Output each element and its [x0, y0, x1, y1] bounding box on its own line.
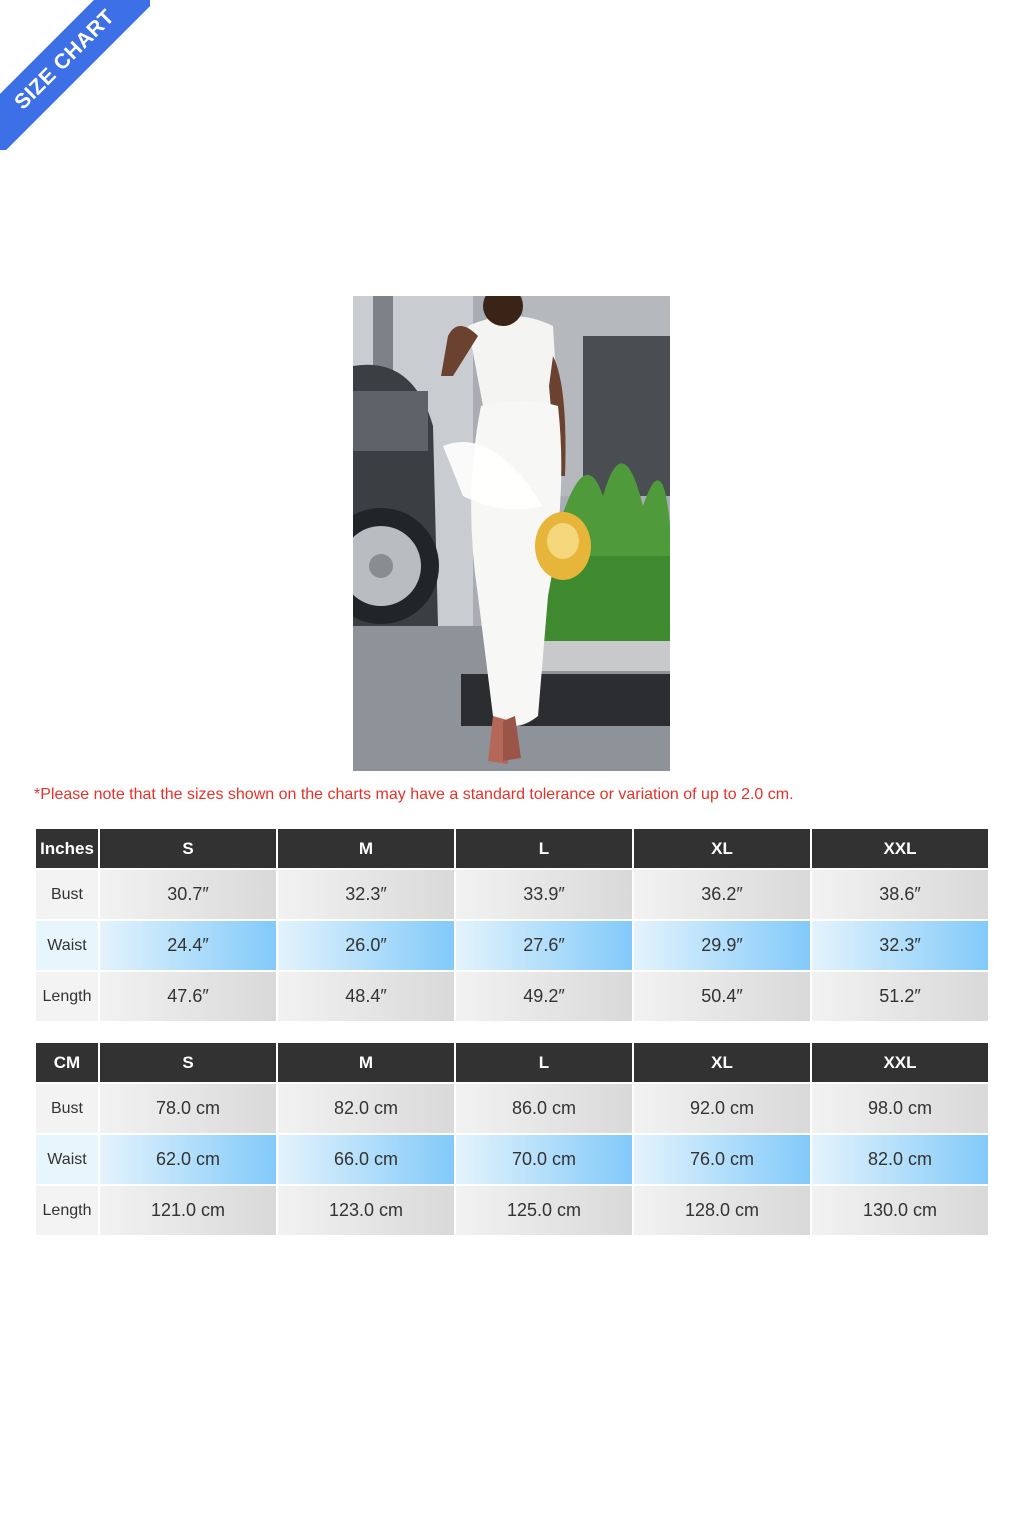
table-cell: 62.0 cm — [100, 1135, 276, 1184]
table-cell: 125.0 cm — [456, 1186, 632, 1235]
table-cell: 32.3″ — [278, 870, 454, 919]
table-cell: 130.0 cm — [812, 1186, 988, 1235]
size-header-m: M — [278, 1043, 454, 1082]
size-header-s: S — [100, 1043, 276, 1082]
cm-header-row — [36, 1043, 988, 1082]
table-cell: 92.0 cm — [634, 1084, 810, 1133]
size-header-l: L — [456, 1043, 632, 1082]
table-cell: 30.7″ — [100, 870, 276, 919]
size-chart-badge — [0, 0, 150, 150]
row-label: Bust — [36, 870, 98, 919]
table-cell: 82.0 cm — [278, 1084, 454, 1133]
table-cell: 78.0 cm — [100, 1084, 276, 1133]
row-label: Waist — [36, 1135, 98, 1184]
table-row — [36, 1135, 988, 1184]
size-header-xl: XL — [634, 1043, 810, 1082]
table-cell: 33.9″ — [456, 870, 632, 919]
table-row — [36, 921, 988, 970]
table-cell: 49.2″ — [456, 972, 632, 1021]
row-label: Bust — [36, 1084, 98, 1133]
table-cell: 66.0 cm — [278, 1135, 454, 1184]
product-photo — [353, 296, 670, 771]
tolerance-note: *Please note that the sizes shown on the charts may have a standard tolerance or variation of up to 2.0 cm. — [34, 786, 794, 803]
table-cell: 27.6″ — [456, 921, 632, 970]
table-cell: 36.2″ — [634, 870, 810, 919]
table-row — [36, 1084, 988, 1133]
table-cell: 121.0 cm — [100, 1186, 276, 1235]
table-cell: 32.3″ — [812, 921, 988, 970]
table-cell: 51.2″ — [812, 972, 988, 1021]
size-header-s: S — [100, 829, 276, 868]
table-cell: 47.6″ — [100, 972, 276, 1021]
table-row — [36, 972, 988, 1021]
table-row — [36, 1186, 988, 1235]
size-header-m: M — [278, 829, 454, 868]
table-cell: 26.0″ — [278, 921, 454, 970]
row-label: Length — [36, 972, 98, 1021]
inches-header-row — [36, 829, 988, 868]
row-label: Waist — [36, 921, 98, 970]
size-header-xxl: XXL — [812, 1043, 988, 1082]
table-cell: 29.9″ — [634, 921, 810, 970]
size-header-xxl: XXL — [812, 829, 988, 868]
inches-size-table — [34, 827, 990, 1023]
size-header-l: L — [456, 829, 632, 868]
table-cell: 82.0 cm — [812, 1135, 988, 1184]
table-cell: 24.4″ — [100, 921, 276, 970]
row-label: Length — [36, 1186, 98, 1235]
table-cell: 50.4″ — [634, 972, 810, 1021]
table-cell: 48.4″ — [278, 972, 454, 1021]
table-cell: 38.6″ — [812, 870, 988, 919]
size-header-xl: XL — [634, 829, 810, 868]
table-cell: 123.0 cm — [278, 1186, 454, 1235]
table-cell: 70.0 cm — [456, 1135, 632, 1184]
table-cell: 86.0 cm — [456, 1084, 632, 1133]
table-cell: 128.0 cm — [634, 1186, 810, 1235]
cm-size-table — [34, 1041, 990, 1237]
table-cell: 76.0 cm — [634, 1135, 810, 1184]
cm-corner-label: CM — [36, 1043, 98, 1082]
table-cell: 98.0 cm — [812, 1084, 988, 1133]
inches-corner-label: Inches — [36, 829, 98, 868]
table-row — [36, 870, 988, 919]
size-chart-badge-label: SIZE CHART — [0, 0, 150, 150]
